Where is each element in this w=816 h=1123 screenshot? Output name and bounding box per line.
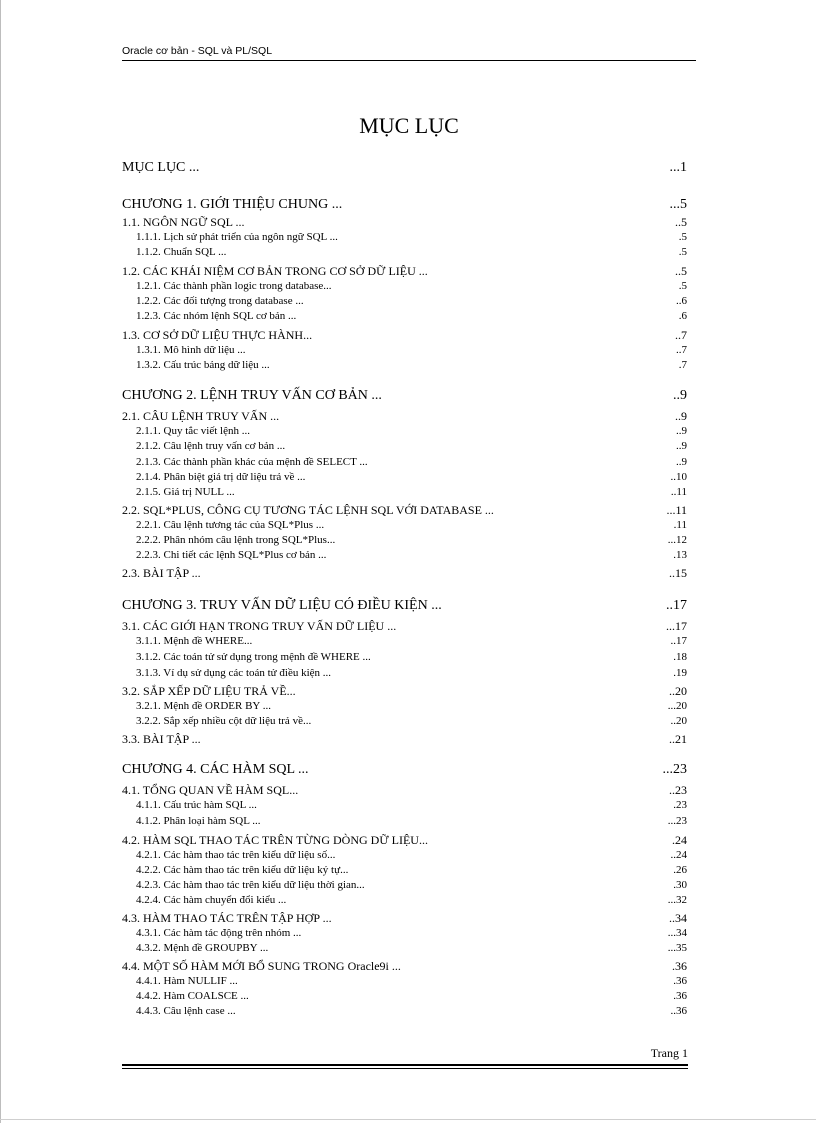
toc-entry-title: 3.2.2. Sắp xếp nhiều cột dữ liệu trả về...	[136, 715, 312, 727]
toc-entry-title: CHƯƠNG 1. GIỚI THIỆU CHUNG ...	[122, 197, 343, 212]
toc-entry-title: 1.1.1. Lịch sử phát triển của ngôn ngữ SQL ...	[136, 231, 338, 243]
toc-entry-title: 1.2.1. Các thành phần logic trong database...	[136, 280, 332, 292]
toc-entry-title: 2.2. SQL*PLUS, CÔNG CỤ TƯƠNG TÁC LỆNH SQL VỚI DATABASE ...	[122, 503, 494, 517]
toc-entry-page: ..9	[676, 425, 687, 437]
toc-entry-page: ..9	[676, 456, 687, 468]
toc-entry-page: ..20	[669, 684, 687, 698]
toc-subsection-entry	[122, 799, 687, 811]
toc-entry-title: 1.2.3. Các nhóm lệnh SQL cơ bản ...	[136, 310, 297, 322]
toc-entry-page: ..20	[670, 715, 687, 727]
toc-entry-page: .5	[678, 246, 687, 258]
toc-entry-page: .36	[673, 990, 687, 1002]
footer-rule-thick	[122, 1064, 688, 1066]
toc-chapter-entry	[122, 197, 687, 213]
toc-entry-title: CHƯƠNG 3. TRUY VẤN DỮ LIỆU CÓ ĐIỀU KIỆN ...	[122, 598, 442, 613]
toc-subsection-entry	[122, 344, 687, 356]
toc-entry-page: ..23	[669, 783, 687, 797]
toc-entry-title: 1.3.2. Cấu trúc bảng dữ liệu ...	[136, 359, 270, 371]
toc-entry-page: .23	[673, 799, 687, 811]
toc-entry-page: ...20	[667, 700, 687, 712]
toc-entry-page: ...35	[667, 942, 687, 954]
toc-section-entry	[122, 409, 687, 424]
toc-entry-title: 2.1.4. Phân biệt giá trị dữ liệu trả về ...	[136, 471, 306, 483]
toc-section-entry	[122, 732, 687, 747]
toc-subsection-entry	[122, 549, 687, 561]
toc-subsection-entry	[122, 295, 687, 307]
toc-subsection-entry	[122, 246, 687, 258]
toc-entry-title: 4.3. HÀM THAO TÁC TRÊN TẬP HỢP ...	[122, 911, 332, 925]
toc-entry-title: CHƯƠNG 4. CÁC HÀM SQL ...	[122, 762, 309, 777]
toc-entry-title: 4.2.2. Các hàm thao tác trên kiểu dữ liệu ký tự...	[136, 864, 349, 876]
toc-entry-page: ...34	[667, 927, 687, 939]
toc-entry-page: ...12	[667, 534, 687, 546]
toc-entry-title: 1.2. CÁC KHÁI NIỆM CƠ BẢN TRONG CƠ SỞ DỮ LIỆU ...	[122, 264, 428, 278]
toc-subsection-entry	[122, 849, 687, 861]
toc-entry-page: ..34	[669, 911, 687, 925]
toc-entry-page: .6	[678, 310, 687, 322]
toc-entry-title: 4.1. TỔNG QUAN VỀ HÀM SQL...	[122, 783, 299, 797]
toc-entry-page: .18	[673, 651, 687, 663]
toc-entry-title: 4.4.2. Hàm COALSCE ...	[136, 990, 249, 1002]
toc-entry-title: CHƯƠNG 2. LỆNH TRUY VẤN CƠ BẢN ...	[122, 388, 382, 403]
toc-subsection-entry	[122, 864, 687, 876]
page-number: Trang 1	[650, 1046, 688, 1060]
toc-entry-title: 3.1.1. Mệnh đề WHERE...	[136, 635, 253, 647]
toc-entry-page: ..9	[673, 388, 687, 403]
toc-subsection-entry	[122, 280, 687, 292]
toc-section-entry	[122, 783, 687, 798]
toc-entry-title: 1.2.2. Các đối tượng trong database ...	[136, 295, 304, 307]
toc-entry-page: ..7	[676, 344, 687, 356]
toc-section-entry	[122, 833, 687, 848]
toc-entry-title: 2.1.3. Các thành phần khác của mệnh đề SELECT ...	[136, 456, 368, 468]
toc-subsection-entry	[122, 440, 687, 452]
toc-entry-page: ...32	[667, 894, 687, 906]
toc-section-entry	[122, 503, 687, 518]
toc-entry-page: .13	[673, 549, 687, 561]
toc-chapter-entry	[122, 388, 687, 404]
toc-subsection-entry	[122, 667, 687, 679]
toc-entry-page: .19	[673, 667, 687, 679]
toc-subsection-entry	[122, 894, 687, 906]
toc-entry-title: 4.3.2. Mệnh đề GROUPBY ...	[136, 942, 269, 954]
toc-entry-page: ..11	[670, 486, 687, 498]
toc-entry-page: ...11	[666, 503, 687, 517]
toc-entry-title: 2.3. BÀI TẬP ...	[122, 566, 201, 580]
toc-entry-title: 1.3. CƠ SỞ DỮ LIỆU THỰC HÀNH...	[122, 328, 313, 342]
toc-entry-title: 3.2.1. Mệnh đề ORDER BY ...	[136, 700, 271, 712]
toc-entry-page: ..9	[675, 409, 687, 423]
toc-subsection-entry	[122, 471, 687, 483]
toc-entry-title: 2.1. CÂU LỆNH TRUY VẤN ...	[122, 409, 280, 423]
toc-entry-page: .11	[673, 519, 687, 531]
toc-entry-title: 1.1.2. Chuẩn SQL ...	[136, 246, 227, 258]
toc-subsection-entry	[122, 651, 687, 663]
toc-entry-page: .5	[678, 231, 687, 243]
toc-entry-title: 2.2.3. Chi tiết các lệnh SQL*Plus cơ bản ...	[136, 549, 327, 561]
toc-entry-title: 3.3. BÀI TẬP ...	[122, 732, 201, 746]
toc-entry-page: ..9	[676, 440, 687, 452]
toc-entry-title: 2.2.1. Câu lệnh tương tác của SQL*Plus ...	[136, 519, 325, 531]
toc-chapter-entry	[122, 762, 687, 778]
toc-entry-page: ..6	[676, 295, 687, 307]
toc-subsection-entry	[122, 927, 687, 939]
toc-entry-title: 2.2.2. Phân nhóm câu lệnh trong SQL*Plus...	[136, 534, 336, 546]
toc-entry-page: .7	[678, 359, 687, 371]
toc-entry-title: 3.1.3. Ví dụ sử dụng các toán tử điều kiện ...	[136, 667, 332, 679]
toc-subsection-entry	[122, 975, 687, 987]
toc-entry-page: ...23	[662, 762, 687, 777]
toc-entry-page: ...5	[669, 197, 687, 212]
toc-subsection-entry	[122, 231, 687, 243]
toc-section-entry	[122, 264, 687, 279]
toc-entry-page: .26	[673, 864, 687, 876]
toc-entry-page: ...1	[669, 160, 687, 175]
toc-subsection-entry	[122, 310, 687, 322]
footer-rule-thin	[122, 1068, 688, 1069]
running-header: Oracle cơ bản - SQL và PL/SQL	[122, 44, 696, 61]
page-edge-bottom	[0, 1119, 816, 1120]
toc-entry-title: 4.3.1. Các hàm tác động trên nhóm ...	[136, 927, 302, 939]
toc-entry-page: ..17	[670, 635, 687, 647]
toc-entry-title: 4.2. HÀM SQL THAO TÁC TRÊN TỪNG DÒNG DỮ LIỆU...	[122, 833, 428, 847]
toc-subsection-entry	[122, 715, 687, 727]
toc-entry-title: MỤC LỤC ...	[122, 160, 200, 175]
toc-entry-title: 2.1.1. Quy tắc viết lệnh ...	[136, 425, 250, 437]
toc-subsection-entry	[122, 879, 687, 891]
toc-entry-title: 4.1.1. Cấu trúc hàm SQL ...	[136, 799, 257, 811]
toc-entry-title: 3.2. SẮP XẾP DỮ LIỆU TRẢ VỀ...	[122, 684, 296, 698]
toc-subsection-entry	[122, 635, 687, 647]
toc-section-entry	[122, 684, 687, 699]
page-title: MỤC LỤC	[359, 113, 459, 138]
toc-subsection-entry	[122, 942, 687, 954]
toc-entry-title: 2.1.2. Câu lệnh truy vấn cơ bản ...	[136, 440, 286, 452]
toc-entry-title: 4.4.1. Hàm NULLIF ...	[136, 975, 238, 987]
toc-entry-title: 4.4. MỘT SỐ HÀM MỚI BỔ SUNG TRONG Oracle9i ...	[122, 959, 401, 973]
toc-entry-page: .24	[672, 833, 687, 847]
toc-entry-title: 1.1. NGÔN NGỮ SQL ...	[122, 215, 245, 229]
toc-subsection-entry	[122, 486, 687, 498]
toc-entry-title: 4.1.2. Phân loại hàm SQL ...	[136, 815, 261, 827]
toc-subsection-entry	[122, 700, 687, 712]
toc-entry-title: 3.1.2. Các toán tử sử dụng trong mệnh đề WHERE ...	[136, 651, 371, 663]
toc-subsection-entry	[122, 990, 687, 1002]
toc-subsection-entry	[122, 456, 687, 468]
toc-section-entry	[122, 619, 687, 634]
toc-entry-page: ..7	[675, 328, 687, 342]
toc-subsection-entry	[122, 815, 687, 827]
toc-entry-page: ...17	[666, 619, 687, 633]
toc-section-entry	[122, 328, 687, 343]
toc-chapter-entry	[122, 598, 687, 614]
toc-entry-page: .5	[678, 280, 687, 292]
toc-entry-page: .36	[673, 975, 687, 987]
toc-entry-page: ..21	[669, 732, 687, 746]
toc-entry-title: 1.3.1. Mô hình dữ liệu ...	[136, 344, 246, 356]
toc-section-entry	[122, 959, 687, 974]
toc-entry-title: 4.2.4. Các hàm chuyển đổi kiểu ...	[136, 894, 287, 906]
toc-entry-title: 4.2.3. Các hàm thao tác trên kiểu dữ liệu thời gian...	[136, 879, 365, 891]
toc-entry-title: 2.1.5. Giá trị NULL ...	[136, 486, 235, 498]
toc-entry-page: ..17	[666, 598, 687, 613]
toc-section-entry	[122, 566, 687, 581]
toc-subsection-entry	[122, 1005, 687, 1017]
toc-entry-page: ...23	[667, 815, 687, 827]
toc-entry-page: ..36	[670, 1005, 687, 1017]
toc-subsection-entry	[122, 359, 687, 371]
toc-entry-title: 4.2.1. Các hàm thao tác trên kiểu dữ liệu số...	[136, 849, 336, 861]
toc-entry-page: ..10	[670, 471, 687, 483]
toc-entry-page: ..5	[675, 215, 687, 229]
toc-section-entry	[122, 911, 687, 926]
page-edge-left	[0, 0, 1, 1123]
toc-entry-page: .30	[673, 879, 687, 891]
toc-subsection-entry	[122, 534, 687, 546]
toc-entry-title: 4.4.3. Câu lệnh case ...	[136, 1005, 236, 1017]
toc-subsection-entry	[122, 519, 687, 531]
toc-chapter-entry	[122, 160, 687, 176]
toc-subsection-entry	[122, 425, 687, 437]
toc-entry-page: ..5	[675, 264, 687, 278]
toc-entry-page: .36	[672, 959, 687, 973]
toc-entry-page: ..15	[669, 566, 687, 580]
toc-section-entry	[122, 215, 687, 230]
toc-entry-page: ..24	[670, 849, 687, 861]
toc-entry-title: 3.1. CÁC GIỚI HẠN TRONG TRUY VẤN DỮ LIỆU ...	[122, 619, 397, 633]
